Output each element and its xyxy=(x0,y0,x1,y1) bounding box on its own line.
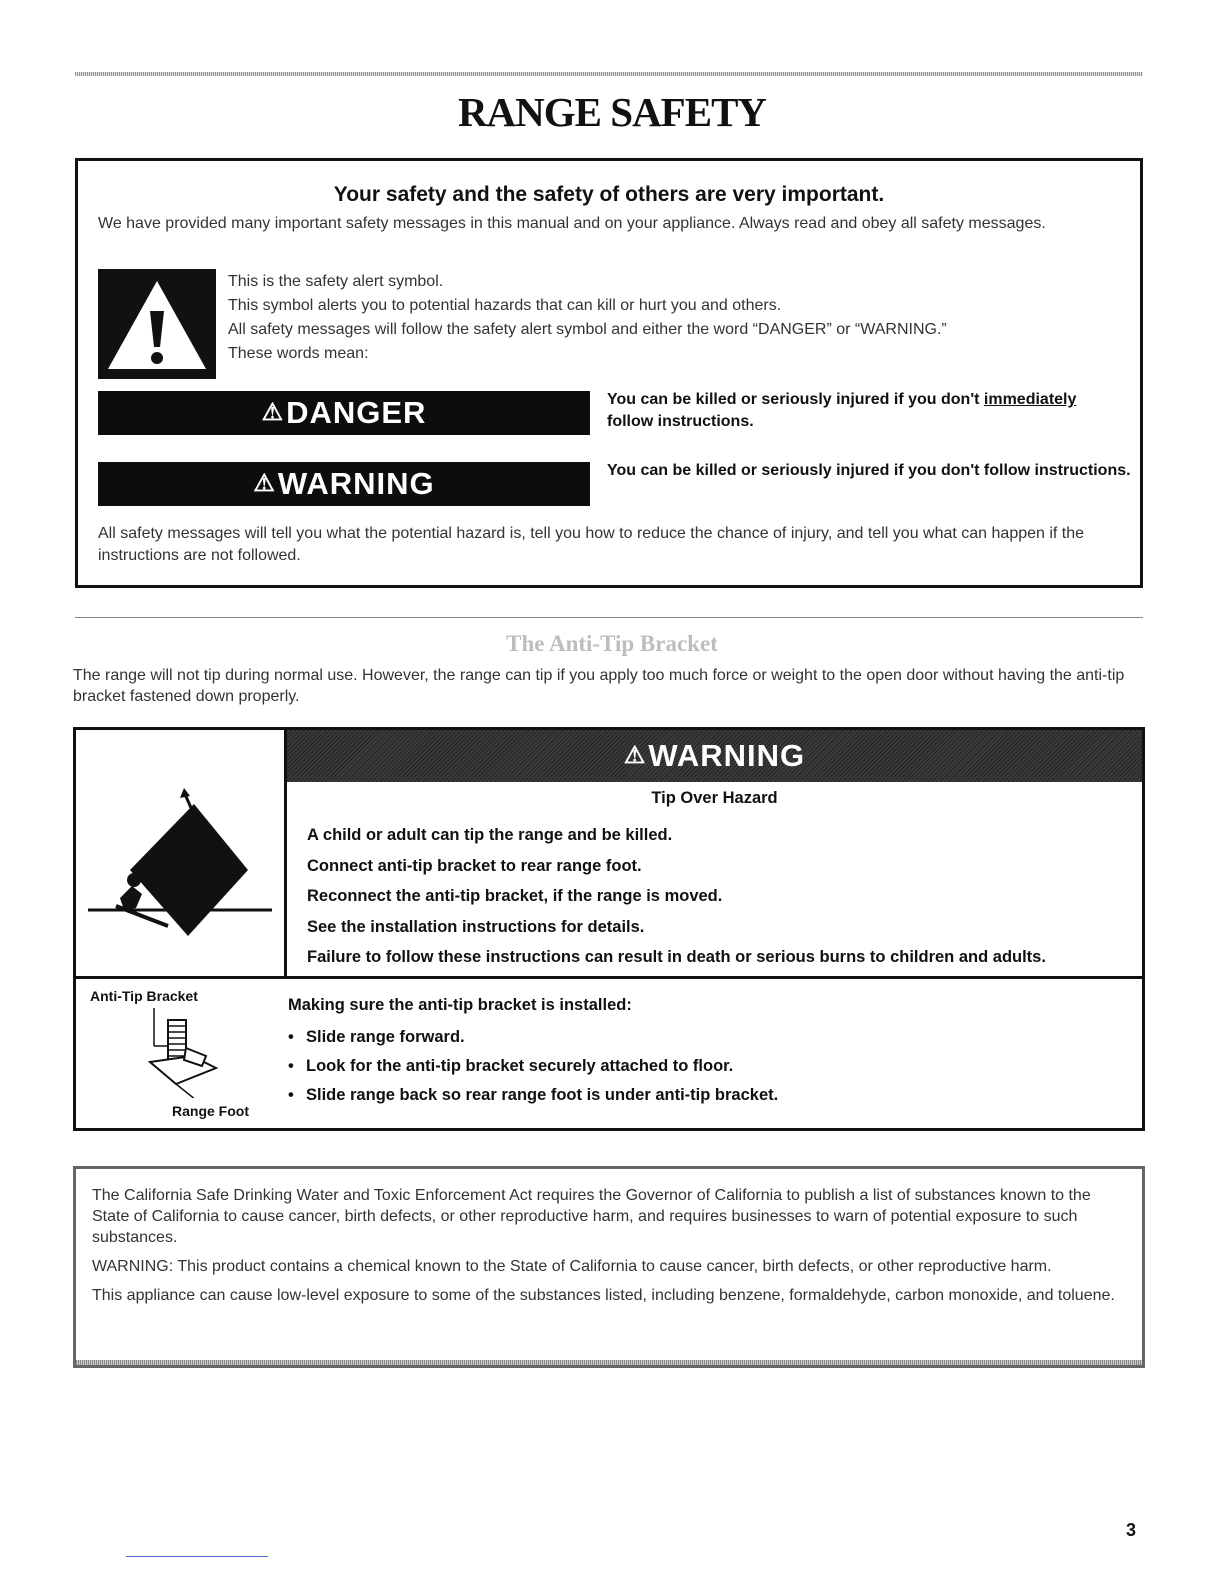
alert-line: All safety messages will follow the safety alert symbol and either the word “DANGER” or “WARNING.” xyxy=(228,321,947,338)
install-step xyxy=(288,1052,778,1081)
danger-meaning xyxy=(607,389,1137,433)
alert-line: This is the safety alert symbol. xyxy=(228,273,444,290)
safety-heading: Your safety and the safety of others are very important. xyxy=(333,183,885,206)
tip-warning-label: WARNING xyxy=(648,738,806,773)
danger-label: DANGER xyxy=(286,395,427,430)
california-paragraph: WARNING: This product contains a chemical known to the State of California to cause cancer, birth defects, or other reproductive harm. xyxy=(92,1258,1052,1275)
alert-line: These words mean: xyxy=(228,345,369,362)
safety-alert-triangle-icon xyxy=(98,269,216,379)
danger-meaning-emphasis: immediately xyxy=(983,391,1077,408)
hazard-line: A child or adult can tip the range and be killed. xyxy=(307,826,673,844)
tip-warning-header xyxy=(287,730,1142,782)
tip-over-hazard-illustration xyxy=(76,730,287,979)
warning-signal-bar xyxy=(98,462,590,506)
safety-intro: We have provided many important safety messages in this manual and on your appliance. Always read and obey all safety messages. xyxy=(98,215,1046,232)
footer-link-rule xyxy=(126,1556,268,1557)
tip-over-warning xyxy=(287,730,1142,979)
section-intro: The range will not tip during normal use. However, the range can tip if you apply too much force or weight to the open door without having the anti-tip bracket fastened down properly. xyxy=(73,667,1125,705)
warning-triangle-icon: ⚠ xyxy=(623,742,647,769)
anti-tip-bracket-illustration xyxy=(136,1006,226,1103)
page-number: 3 xyxy=(1126,1520,1137,1540)
alert-line: This symbol alerts you to potential hazards that can kill or hurt you and others. xyxy=(228,297,782,314)
hazard-line: Failure to follow these instructions can result in death or serious burns to children and adults. xyxy=(307,948,1046,966)
bullet-icon: • xyxy=(288,1086,294,1104)
install-step-text: Slide range forward. xyxy=(306,1028,465,1046)
top-rule xyxy=(75,72,1143,76)
install-step-text: Slide range back so rear range foot is under anti-tip bracket. xyxy=(306,1086,779,1104)
hazard-line: Reconnect the anti-tip bracket, if the range is moved. xyxy=(307,887,723,905)
california-paragraph: The California Safe Drinking Water and Toxic Enforcement Act requires the Governor of California to publish a list of substances known to the State of California to cause cancer, birth defects, or other reproductive harm, and requires businesses to warn of potential exposure to such substances. xyxy=(92,1187,1091,1246)
california-paragraph: This appliance can cause low-level exposure to some of the substances listed, including benzene, formaldehyde, carbon monoxide, and toluene. xyxy=(92,1287,1115,1304)
page-title: RANGE SAFETY xyxy=(457,89,767,135)
anti-tip-warning-box xyxy=(73,727,1145,1131)
warning-label: WARNING xyxy=(277,466,435,501)
install-steps xyxy=(288,1023,778,1110)
notice-bottom-border xyxy=(76,1360,1142,1365)
install-step xyxy=(288,1081,778,1110)
safety-footer: All safety messages will tell you what the potential hazard is, tell you how to reduce the chance of injury, and tell you what can happen if the instructions are not followed. xyxy=(98,525,1085,564)
install-step xyxy=(288,1023,778,1052)
install-step-text: Look for the anti-tip bracket securely attached to floor. xyxy=(306,1057,734,1075)
danger-meaning-part-1: You can be killed or seriously injured if you don't xyxy=(607,391,984,408)
safety-info-box xyxy=(75,158,1143,588)
danger-meaning-part-2: follow instructions. xyxy=(607,413,754,430)
hazard-line: Connect anti-tip bracket to rear range foot. xyxy=(307,856,642,875)
bullet-icon: • xyxy=(288,1057,294,1075)
warning-triangle-icon: ⚠ xyxy=(261,399,285,426)
foot-label: Range Foot xyxy=(172,1103,249,1119)
danger-signal-bar xyxy=(98,391,590,435)
alert-lines xyxy=(228,271,1108,367)
hazard-line: See the installation instructions for details. xyxy=(307,917,645,936)
hazard-lines xyxy=(307,820,1137,973)
california-notice-box xyxy=(73,1166,1145,1368)
warning-meaning: You can be killed or seriously injured if you don't follow instructions. xyxy=(607,462,1131,479)
install-heading: Making sure the anti-tip bracket is installed: xyxy=(288,996,632,1014)
section-divider xyxy=(75,617,1143,618)
hazard-title: Tip Over Hazard xyxy=(651,789,778,807)
section-title: The Anti-Tip Bracket xyxy=(506,631,718,656)
bracket-label: Anti-Tip Bracket xyxy=(90,988,198,1004)
california-notice xyxy=(92,1185,1122,1314)
warning-triangle-icon: ⚠ xyxy=(253,470,276,497)
bullet-icon: • xyxy=(288,1028,294,1046)
